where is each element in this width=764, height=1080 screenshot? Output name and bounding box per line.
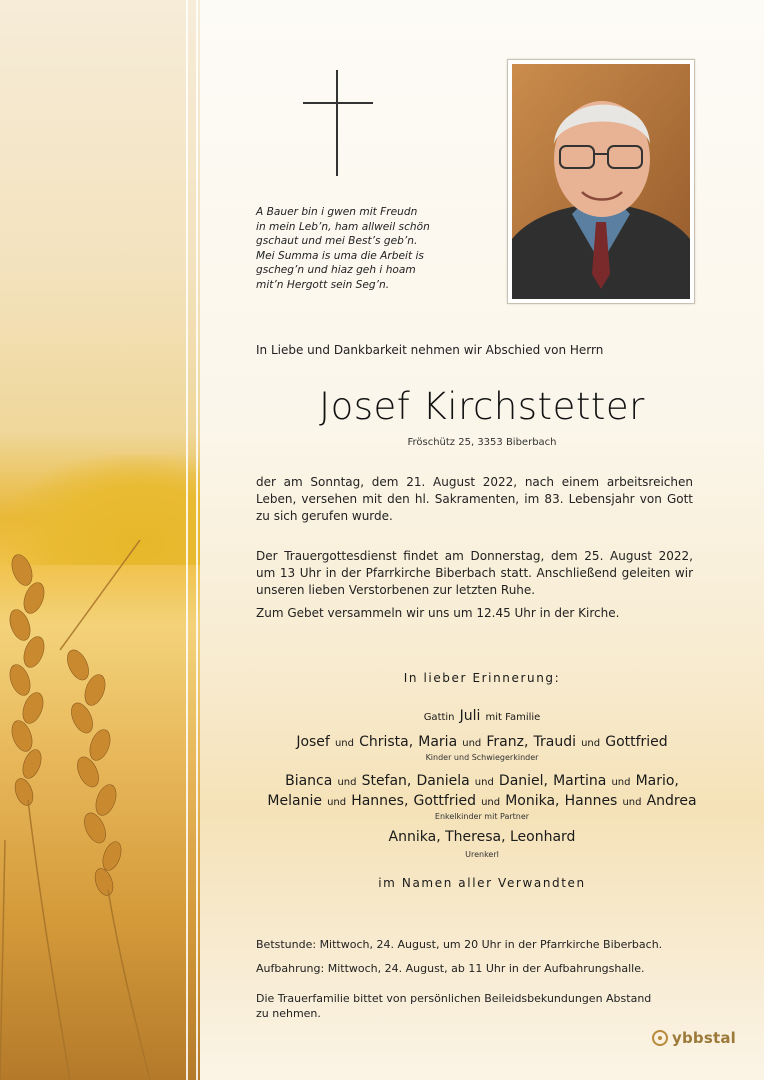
poem-line: in mein Leb’n, ham allweil schön (256, 220, 430, 233)
laying-out-info: Aufbahrung: Mittwoch, 24. August, ab 11 Uhr in der Aufbahrungshalle. (256, 962, 645, 975)
person-name: Monika, (505, 793, 560, 809)
poem-line: Mei Summa is uma die Arbeit is (256, 249, 424, 262)
conjunction: und (611, 777, 631, 788)
conjunction: und (581, 738, 601, 749)
person-name: Hannes (564, 793, 618, 809)
condolence-note-line-2: zu nehmen. (256, 1007, 321, 1020)
person-name: Christa, (359, 734, 414, 750)
deceased-address: Fröschütz 25, 3353 Biberbach (407, 437, 557, 448)
grandchildren-label: Enkelkinder mit Partner (434, 812, 530, 821)
conjunction: und (337, 777, 357, 788)
person-name: Josef (296, 734, 330, 750)
conjunction: und (327, 797, 347, 808)
wife-suffix: mit Familie (485, 712, 541, 723)
cross-icon (303, 70, 373, 176)
wife-prefix: Gattin (423, 712, 455, 723)
person-name: Andrea (646, 793, 697, 809)
children-label: Kinder und Schwiegerkinder (425, 753, 539, 762)
person-name: Franz, (486, 734, 529, 750)
prayer-hour-info: Betstunde: Mittwoch, 24. August, um 20 Uhr in der Pfarrkirche Biberbach. (256, 938, 663, 951)
paragraph-text: Zum Gebet versammeln wir uns um 12.45 Uhr in der Kirche. (256, 606, 620, 620)
person-name: Hannes, (351, 793, 409, 809)
person-name: Traudi (533, 734, 576, 750)
condolence-note-line-1: Die Trauerfamilie bittet von persönlichen Beileidsbekundungen Abstand (256, 992, 652, 1005)
wheat-background (0, 0, 200, 1080)
logo-text: ybbstal (672, 1029, 737, 1047)
person-name: Melanie (267, 793, 322, 809)
paragraph-text: der am Sonntag, dem 21. August 2022, nach einem arbeitsreichen Leben, versehen mit den hl. Sakramenten, im 83. Lebensjahr von Gott zu sich gerufen wurde. (256, 475, 693, 523)
divider-bar (196, 0, 198, 1080)
wheat-ears-illustration (0, 540, 200, 1080)
person-name: Bianca (285, 773, 333, 789)
death-notice-paragraph (256, 474, 693, 525)
memory-heading: In lieber Erinnerung: (403, 671, 561, 685)
deceased-name: Josef Kirchstetter (319, 385, 645, 428)
portrait-photo (507, 59, 695, 304)
wife-line (200, 705, 764, 724)
person-name: Maria (418, 734, 458, 750)
person-name: Daniel, (498, 773, 548, 789)
person-name: Mario, (635, 773, 679, 789)
person-name: Stefan, (361, 773, 412, 789)
poem-line: gscheg’n und hiaz geh i hoam (256, 264, 416, 277)
grandchildren-line-1 (200, 770, 764, 789)
wife-name: Juli (459, 708, 481, 724)
great-grandchildren-label: Urenkerl (465, 850, 499, 859)
person-name: Daniela (416, 773, 470, 789)
person-name: Martina (553, 773, 607, 789)
paragraph-text: Der Trauergottesdienst findet am Donnerstag, dem 25. August 2022, um 13 Uhr in der Pfarrkirche Biberbach statt. Anschließend geleiten wir unseren lieben Verstorbenen zur letzten Ruhe. (256, 549, 693, 597)
divider-bar (186, 0, 188, 1080)
poem-line: mit’n Hergott sein Seg’n. (256, 278, 390, 291)
conjunction: und (334, 738, 354, 749)
great-grandchildren-line: Annika, Theresa, Leonhard (388, 829, 576, 845)
relatives-line: im Namen aller Verwandten (378, 876, 586, 890)
ybbstal-logo[interactable] (652, 1028, 736, 1048)
intro-text: In Liebe und Dankbarkeit nehmen wir Abschied von Herrn (256, 343, 604, 357)
conjunction: und (481, 797, 501, 808)
poem-line: gschaut und mei Best’s geb’n. (256, 235, 418, 248)
portrait-image (512, 64, 690, 299)
poem (256, 205, 461, 293)
conjunction: und (474, 777, 494, 788)
conjunction: und (622, 797, 642, 808)
person-name: Gottfried (413, 793, 476, 809)
grandchildren-line-2 (200, 790, 764, 809)
ybbstal-logo-icon (652, 1030, 668, 1046)
funeral-service-paragraph (256, 548, 693, 599)
person-name: Gottfried (605, 734, 668, 750)
prayer-paragraph (256, 605, 693, 622)
children-line (200, 731, 764, 750)
poem-line: A Bauer bin i gwen mit Freudn (256, 206, 418, 218)
conjunction: und (462, 738, 482, 749)
